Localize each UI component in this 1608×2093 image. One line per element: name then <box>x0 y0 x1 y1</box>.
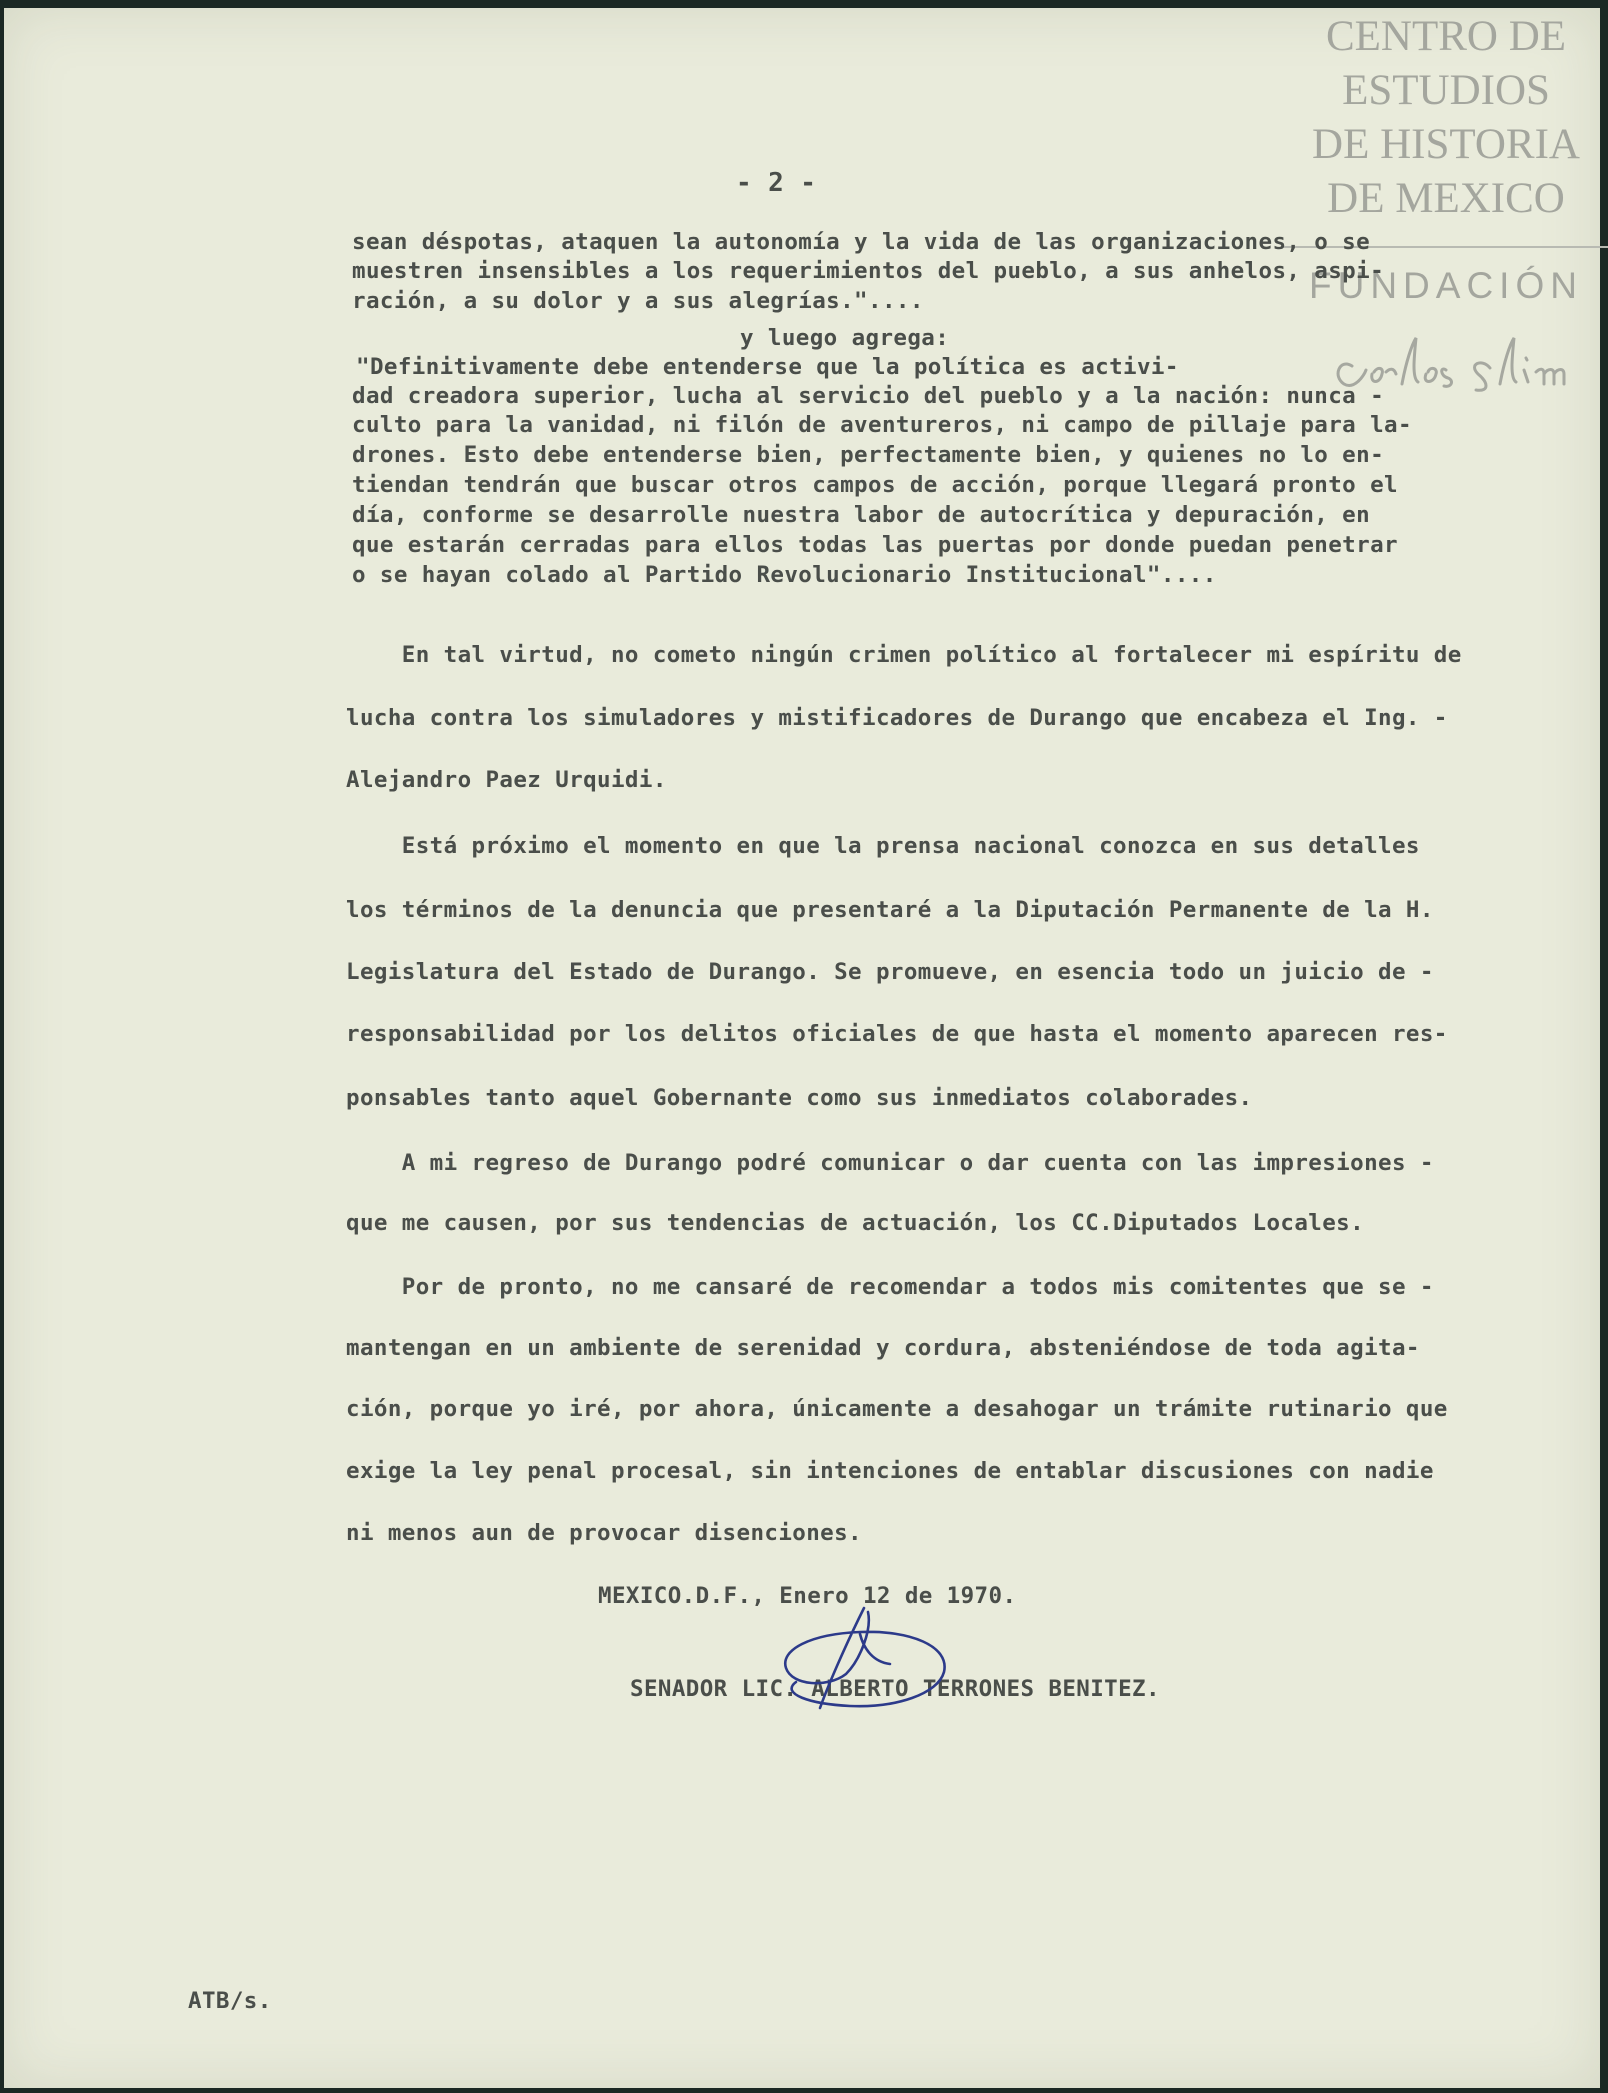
quote-line: que estarán cerradas para ellos todas las puertas por donde puedan penetrar <box>352 532 1398 558</box>
quote-line: ración, a su dolor y a sus alegrías.".... <box>352 288 924 314</box>
quote-line: o se hayan colado al Partido Revolucionario Institucional".... <box>352 562 1217 588</box>
signer-name: SENADOR LIC. ALBERTO TERRONES BENITEZ. <box>630 1676 1160 1702</box>
paragraph-line: Está próximo el momento en que la prensa nacional conozca en sus detalles <box>346 833 1420 859</box>
paragraph-line: Por de pronto, no me cansaré de recomendar a todos mis comitentes que se - <box>346 1274 1434 1300</box>
quote-line: culto para la vanidad, ni filón de aventureros, ni campo de pillaje para la- <box>352 412 1412 438</box>
quote-line: día, conforme se desarrolle nuestra labor de autocrítica y depuración, en <box>352 502 1371 528</box>
paragraph-line: que me causen, por sus tendencias de actuación, los CC.Diputados Locales. <box>346 1210 1365 1236</box>
quote-line: tiendan tendrán que buscar otros campos de acción, porque llegará pronto el <box>352 472 1398 498</box>
quote-line: "Definitivamente debe entenderse que la política es activi- <box>356 354 1179 380</box>
watermark-institution-name: CENTRO DE ESTUDIOS DE HISTORIA DE MEXICO <box>1312 13 1580 222</box>
paragraph-line: responsabilidad por los delitos oficiales de que hasta el momento aparecen res- <box>346 1021 1448 1047</box>
quote-intro: y luego agrega: <box>740 325 950 351</box>
paragraph-line: los términos de la denuncia que presentaré a la Diputación Permanente de la H. <box>346 897 1434 923</box>
paragraph-line: A mi regreso de Durango podré comunicar o dar cuenta con las impresiones - <box>346 1150 1434 1176</box>
paragraph-line: ni menos aun de provocar disenciones. <box>346 1520 863 1546</box>
paragraph-line: exige la ley penal procesal, sin intenciones de entablar discusiones con nadie <box>346 1458 1434 1484</box>
quote-line: sean déspotas, ataquen la autonomía y la vida de las organizaciones, o se <box>352 229 1371 255</box>
quote-line: dad creadora superior, lucha al servicio del pueblo y a la nación: nunca - <box>352 383 1385 409</box>
place-date: MEXICO.D.F., Enero 12 de 1970. <box>598 1583 1017 1609</box>
watermark-foundation-label: FUNDACIÓN <box>1309 265 1583 306</box>
paragraph-line: Legislatura del Estado de Durango. Se promueve, en esencia todo un juicio de - <box>346 959 1434 985</box>
reference-initials: ATB/s. <box>188 1988 272 2014</box>
handwritten-signature <box>700 1590 980 1740</box>
paragraph-line: lucha contra los simuladores y mistificadores de Durango que encabeza el Ing. - <box>346 705 1448 731</box>
quote-line: drones. Esto debe entenderse bien, perfectamente bien, y quienes no lo en- <box>352 442 1385 468</box>
quote-line: muestren insensibles a los requerimientos del pueblo, a sus anhelos, aspi- <box>352 258 1385 284</box>
paragraph-line: ponsables tanto aquel Gobernante como sus inmediatos colaborades. <box>346 1085 1253 1111</box>
paragraph-line: ción, porque yo iré, por ahora, únicamente a desahogar un trámite rutinario que <box>346 1396 1448 1422</box>
page-number: - 2 - <box>736 168 817 198</box>
paragraph-line: Alejandro Paez Urquidi. <box>346 767 667 793</box>
paragraph-line: mantengan en un ambiente de serenidad y cordura, absteniéndose de toda agita- <box>346 1335 1420 1361</box>
paragraph-line: En tal virtud, no cometo ningún crimen político al fortalecer mi espíritu de <box>346 642 1462 668</box>
